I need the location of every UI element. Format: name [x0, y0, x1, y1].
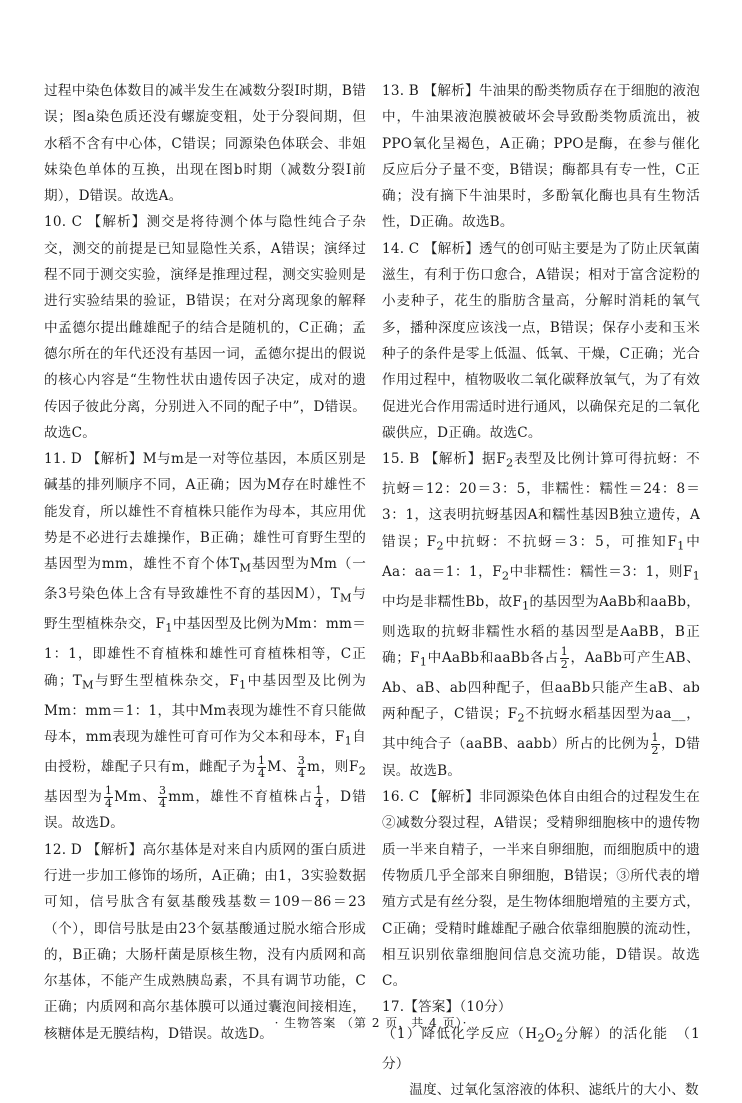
right-column	[382, 78, 700, 1103]
fraction: $\frac{1}{2}$	[651, 731, 659, 758]
answer-15: 15. B 【解析】据$F_2$表型及比例计算可得抗蚜：不抗蚜＝12：20＝3：5，非糯性：糯性＝24：8＝3：1，这表明抗蚜基因A和糯性基因B独立遗传，A错误；$F_2$中抗蚜：不抗蚜＝3：5，可推知$F_1$中Aa：aa＝1：1，$F_2$中非糯性：糯性＝3：1，则$F_1$中均是非糯性Bb，故$F_1$的基因型为AaBb和aaBb，则选取的抗蚜非糯性水稻的基因型是AaBB，B正确；$F_1$中AaBb和aaBb各占 $\frac{1}{2}$ ，AaBb可产生AB、Ab、aB、ab四种配子，但aaBb只能产生aB、ab两种配子，C错误；$F_2$不抗蚜水稻基因型为aa__，其中纯合子（aaBB、aabb）所占的比例为 $\frac{1}{2}$ ，D错误。故选B。	[382, 451, 701, 779]
fraction: $\frac{3}{4}$	[297, 754, 306, 781]
fraction: $\frac{1}{4}$	[315, 784, 323, 811]
answer-17-part-1: （1）降低化学反应（$H_2O_2$分解）的活化能 （1分）	[382, 1025, 700, 1072]
fraction: $\frac{1}{4}$	[258, 754, 266, 781]
left-column	[44, 78, 366, 1047]
fraction: $\frac{3}{4}$	[159, 784, 167, 811]
fraction: $\frac{1}{4}$	[104, 784, 113, 811]
answer-13: 13. B 【解析】牛油果的酚类物质存在于细胞的液泡中，牛油果液泡膜被破坏会导致酚类物质流出，被PPO氧化呈褐色，A正确；PPO是酶，在参与催化反应后分子量不变，B错误；酶都具有专一性，C正确；没有摘下牛油果时，多酚氧化酶也具有生物活性，D正确。故选B。	[382, 83, 700, 231]
answer-17-part-2: 温度、过氧化氢溶液的体积、滤纸片的大小、数	[409, 1082, 699, 1099]
page-footer: · 生物答案 （第 2 页，共 4 页）·	[274, 1016, 468, 1030]
answer-12: 12. D 【解析】高尔基体是对来自内质网的蛋白质进行进一步加工修饰的场所，A正确；由1，3实验数据可知，信号肽含有氨基酸残基数＝109－86＝23（个），即信号肽是由23个氨基酸通过脱水缩合形成的，B正确；大肠杆菌是原核生物，没有内质网和高尔基体，不能产生成熟胰岛素，不具有调节功能，C正确；内质网和高尔基体膜可以通过囊泡间接相连，核糖体是无膜结构，D错误。故选D。	[44, 841, 366, 1042]
answer-10: 10. C 【解析】测交是将待测个体与隐性纯合子杂交，测交的前提是已知显隐性关系，A错误；演绎过程不同于测交实验，演绎是推理过程，测交实验则是进行实验结果的验证，B错误；在对分离现象的解释中孟德尔提出雌雄配子的结合是随机的，C正确；孟德尔所在的年代还没有基因一词，孟德尔提出的假说的核心内容是“生物性状由遗传因子决定，成对的遗传因子彼此分离，分别进入不同的配子中”，D错误。故选C。	[44, 214, 366, 441]
answer-14: 14. C 【解析】透气的创可贴主要是为了防止厌氧菌滋生，有利于伤口愈合，A错误；相对于富含淀粉的小麦种子，花生的脂肪含量高，分解时消耗的氧气多，播种深度应该浅一点，B错误；保存小麦和玉米种子的条件是零上低温、低氧、干燥，C正确；光合作用过程中，植物吸收二氧化碳释放氧气，为了有效促进光合作用需适时进行通风，以确保充足的二氧化碳供应，D正确。故选C。	[382, 240, 700, 441]
fraction: $\frac{1}{2}$	[560, 645, 568, 672]
answer-16: 16. C 【解析】非同源染色体自由组合的过程发生在②减数分裂过程，A错误；受精卵细胞核中的遗传物质一半来自精子，一半来自卵细胞，而细胞质中的遗传物质几乎全部来自卵细胞，B错误；③所代表的增殖方式是有丝分裂，是生物体细胞增殖的主要方式，C正确；受精时雌雄配子融合依靠细胞膜的流动性，相互识别依靠细胞间信息交流功能，D错误。故选C。	[382, 789, 700, 990]
answer-9-continued: 过程中染色体数目的减半发生在减数分裂Ⅰ时期，B错误；图a染色质还没有螺旋变粗，处于分裂间期，但水稻不含有中心体，C错误；同源染色体联会、非姐妹染色单体的互换，出现在图b时期（减数分裂Ⅰ前期），D错误。故选A。	[44, 83, 366, 205]
answer-17-heading: 17.【答案】（10分）	[382, 999, 512, 1016]
answer-11: 11. D 【解析】M与m是一对等位基因，本质区别是碱基的排列顺序不同，A正确；因为M存在时雄性不能发育，所以雄性不育植株只能作为母本，其应用优势是不必进行去雄操作，B正确；雄性可育野生型的基因型为mm，雄性不育个体$T_M$基因型为Mm（一条3号染色体上含有导致雄性不育的基因M），$T_M$与野生型植株杂交，$F_1$中基因型及比例为Mm：mm＝1：1，即雄性不育植株和雄性可育植株相等，C正确；$T_M$与野生型植株杂交，$F_1$中基因型及比例为Mm：mm＝1：1，其中Mm表现为雄性不育只能做母本，mm表现为雄性可育可作为父本和母本，$F_1$自由授粉，雄配子只有m，雌配子为 $\frac{1}{4}$ M、 $\frac{3}{4}$ m，则$F_2$基因型为 $\frac{1}{4}$ Mm、 $\frac{3}{4}$ mm，雄性不育植株占 $\frac{1}{4}$ ，D错误。故选D。	[44, 451, 367, 832]
